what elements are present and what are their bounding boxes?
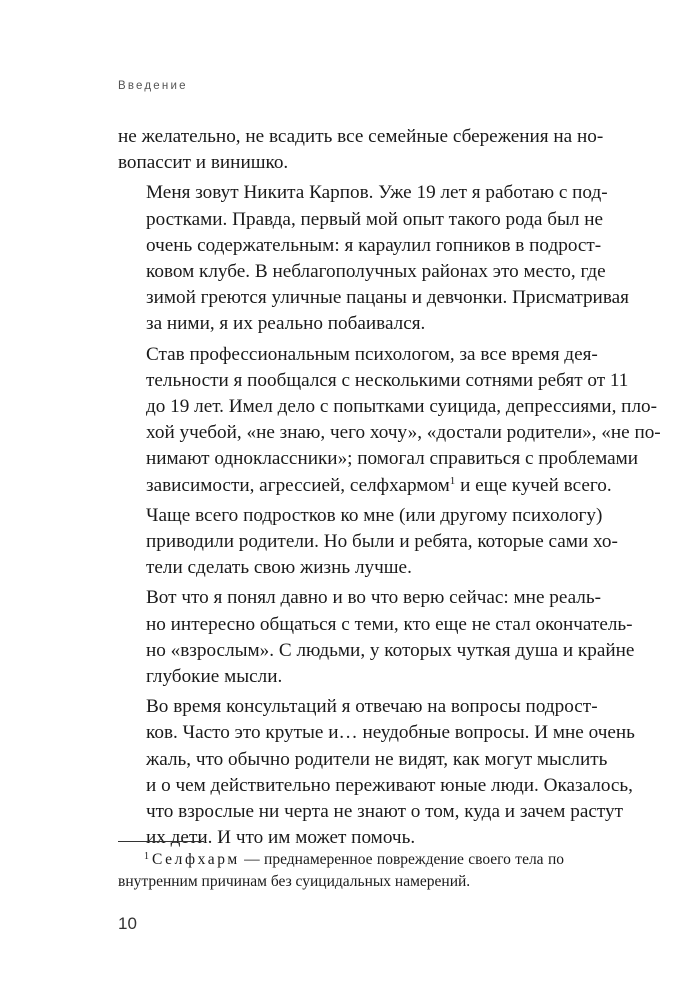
text-line: зимой греются уличные пацаны и девчонки. Присматривая bbox=[146, 287, 629, 309]
paragraph-5 bbox=[118, 585, 635, 690]
text-line: до 19 лет. Имел дело с попытками суицида, депрессиями, пло- bbox=[146, 396, 657, 418]
text-line: за ними, я их реально побаивался. bbox=[146, 313, 426, 335]
footnote-line bbox=[118, 846, 564, 871]
text-line: что взрослые ни черта не знают о том, куда и зачем растут bbox=[146, 801, 623, 823]
paragraph-4 bbox=[118, 503, 618, 582]
text-line: хой учебой, «не знаю, чего хочу», «достали родители», «не по- bbox=[146, 422, 661, 444]
text-line: но интересно общаться с теми, кто еще не стал окончатель- bbox=[146, 613, 633, 635]
text-line-with-footnote bbox=[118, 473, 612, 499]
text-line: глубокие мысли. bbox=[146, 666, 283, 688]
text-line: и о чем действительно переживают юные люди. Оказалось, bbox=[146, 774, 633, 796]
text-line: Став профессиональным психологом, за все время дея- bbox=[146, 343, 598, 365]
paragraph-3 bbox=[118, 342, 661, 499]
footnote-reference[interactable]: 1 bbox=[449, 474, 456, 487]
text-line: Вот что я понял давно и во что верю сейчас: мне реаль- bbox=[146, 587, 602, 609]
footnote-line: внутренним причинам без суицидальных намерений. bbox=[118, 873, 471, 890]
text-line: очень содержательным: я караулил гопников в подрост- bbox=[146, 234, 602, 256]
text-line: ковом клубе. В неблагополучных районах это место, где bbox=[146, 261, 606, 283]
text-line: тели сделать свою жизнь лучше. bbox=[146, 557, 412, 579]
paragraph-6 bbox=[118, 694, 635, 851]
footnote-marker: 1 bbox=[144, 851, 149, 862]
paragraph-2 bbox=[118, 180, 629, 337]
footnote-term: Селфхарм bbox=[152, 851, 240, 868]
running-head-section-title: Введение bbox=[118, 80, 188, 92]
page-number: 10 bbox=[118, 914, 137, 933]
text-fragment: зависимости, агрессией, селфхармом bbox=[146, 474, 450, 496]
text-line: жаль, что обычно родители не видят, как могут мыслить bbox=[146, 748, 608, 770]
text-line: приводили родители. Но были и ребята, которые сами хо- bbox=[146, 531, 618, 553]
text-line: но «взрослым». С людьми, у которых чуткая душа и крайне bbox=[146, 639, 635, 661]
text-line: Меня зовут Никита Карпов. Уже 19 лет я работаю с под- bbox=[146, 182, 608, 204]
text-line: Чаще всего подростков ко мне (или другому психологу) bbox=[146, 504, 603, 526]
text-line: их дети. И что им может помочь. bbox=[146, 827, 416, 849]
footnote-divider bbox=[118, 841, 204, 842]
text-line: ростками. Правда, первый мой опыт такого рода был не bbox=[146, 208, 604, 230]
paragraph-1 bbox=[118, 124, 604, 176]
text-line: нимают одноклассники»; помогал справиться с проблемами bbox=[146, 448, 639, 470]
footnote bbox=[118, 846, 564, 893]
body-text bbox=[118, 124, 661, 851]
text-line: ков. Часто это крутые и… неудобные вопросы. И мне очень bbox=[146, 722, 635, 744]
text-line: Во время консультаций я отвечаю на вопросы подрост- bbox=[146, 696, 598, 718]
text-line: тельности я пообщался с несколькими сотнями ребят от 11 bbox=[146, 369, 629, 391]
text-fragment: и еще кучей всего. bbox=[455, 474, 612, 496]
text-line: не желательно, не всадить все семейные сбережения на но- bbox=[118, 126, 604, 147]
text-line: вопассит и винишко. bbox=[118, 152, 289, 174]
footnote-definition: — преднамеренное повреждение своего тела по bbox=[239, 851, 564, 868]
